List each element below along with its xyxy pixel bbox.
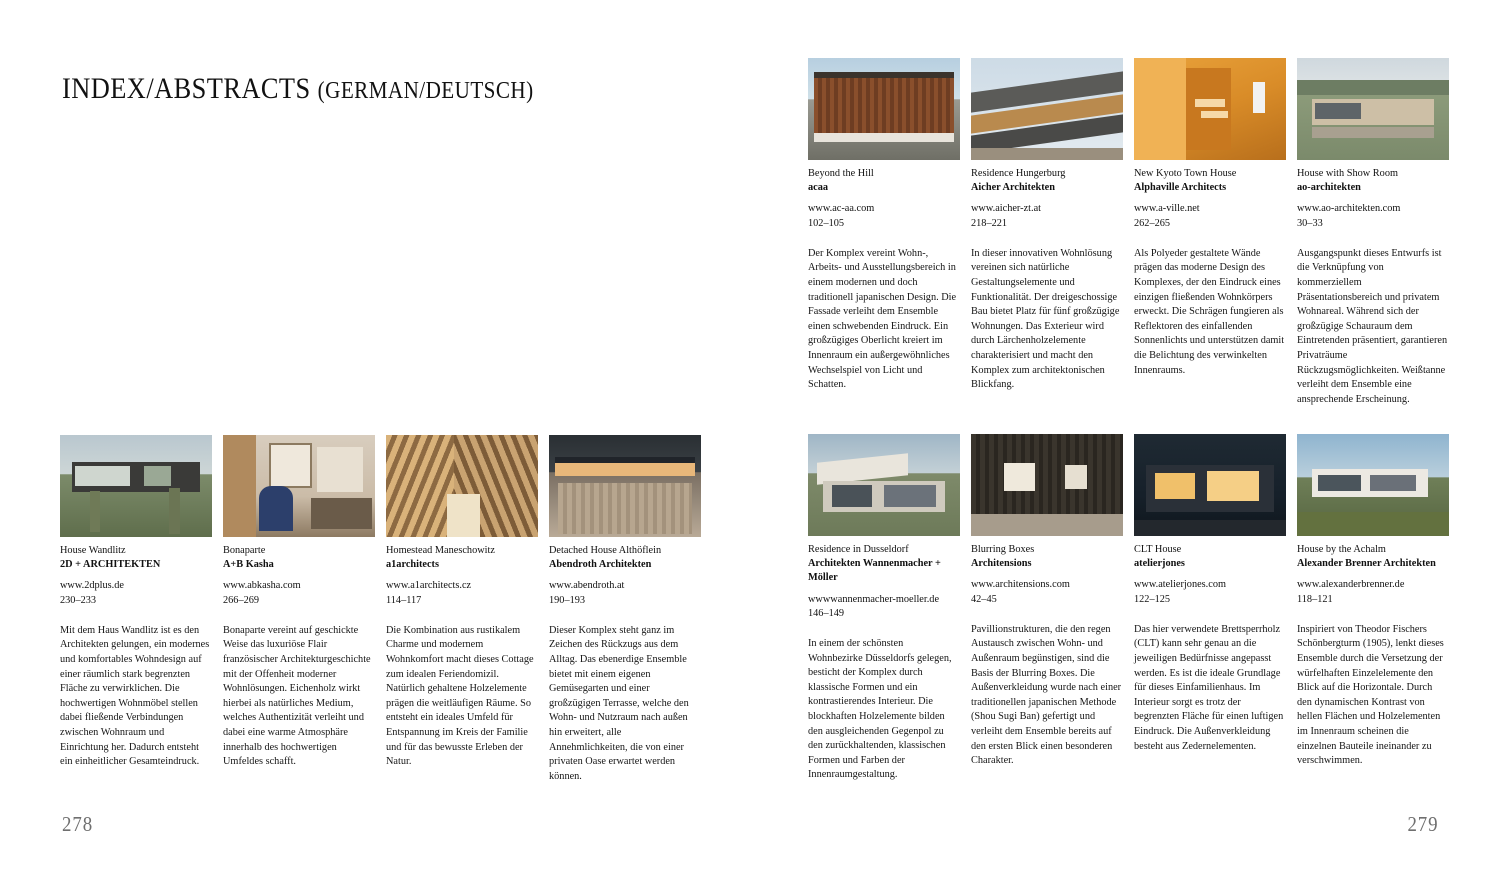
- entry-house-with-show-room[interactable]: [1297, 58, 1449, 407]
- entry-url[interactable]: www.architensions.com: [971, 579, 1070, 591]
- entry-thumbnail: [1134, 434, 1286, 536]
- entry-studio-name: a1architects: [386, 559, 439, 571]
- page-number-right: 279: [1406, 812, 1438, 836]
- entry-project-name: House by the Achalm: [1297, 544, 1386, 555]
- entry-url[interactable]: www.ao-architekten.com: [1297, 203, 1401, 215]
- entry-pages: 30–33: [1297, 217, 1323, 229]
- entry-pages: 262–265: [1134, 217, 1171, 229]
- entry-url[interactable]: www.abendroth.at: [549, 580, 625, 592]
- entry-project-name: Residence Hungerburg: [971, 168, 1066, 179]
- entry-homestead-maneschowitz[interactable]: [386, 435, 538, 784]
- entry-residence-hungerburg[interactable]: [971, 58, 1123, 407]
- entry-new-kyoto-town-house[interactable]: [1134, 58, 1286, 407]
- entry-project-name: House Wandlitz: [60, 545, 126, 556]
- entry-studio-name: A+B Kasha: [223, 559, 274, 571]
- entry-url[interactable]: www.atelierjones.com: [1134, 579, 1226, 591]
- entry-house-by-the-achalm[interactable]: [1297, 434, 1449, 783]
- entry-studio-name: Abendroth Architekten: [549, 559, 652, 571]
- entry-project-name: Bonaparte: [223, 545, 266, 556]
- entry-thumbnail: [808, 58, 960, 160]
- entry-pages: 102–105: [808, 217, 845, 229]
- entry-meta: [808, 167, 960, 231]
- entry-abstract: Inspiriert von Theodor Fischers Schönbergturm (1905), lenkt dieses Ensemble durch die Versetzung der würfelhaften Einzelelemente den Blick auf die Horizontale. Durch den dynamischen Kontrast von hellen Flächen und Holzelementen im Innenraum scheinen die einzelnen Bauteile ineinander zu verschwimmen.: [1297, 623, 1444, 767]
- entry-meta: [386, 544, 538, 608]
- page-title-main: INDEX/ABSTRACTS: [62, 72, 311, 105]
- entry-project-name: Blurring Boxes: [971, 544, 1035, 555]
- entry-abstract: In dieser innovativen Wohnlösung vereinen sich natürliche Gestaltungselemente und Funktionalität. Der dreigeschossige Bau bietet Platz für fünf großzügige Wohnungen. Das Exterieur wird durch Lärchenholzelemente charakterisiert und macht den Komplex zum architektonischen Blickfang.: [971, 247, 1120, 391]
- entry-residence-in-dusseldorf[interactable]: [808, 434, 960, 783]
- entry-abstract: Als Polyeder gestaltete Wände prägen das moderne Design des Komplexes, der den Eindruck eines einzigen fließenden Wohnkörpers erweckt. Die Schrägen fungieren als Reflektoren des einfallenden Sonnenlichts und unterstützen damit die Belichtung des verwinkelten Innenraums.: [1134, 247, 1285, 376]
- entry-beyond-the-hill[interactable]: [808, 58, 960, 407]
- entry-url[interactable]: www.aicher-zt.at: [971, 203, 1042, 215]
- entry-url[interactable]: www.alexanderbrenner.de: [1297, 579, 1405, 591]
- entry-abstract: Das hier verwendete Brettsperrholz (CLT) kann sehr genau an die jeweiligen Bedürfnisse angepasst werden. Es ist die ideale Grundlage für dieses Einfamilienhaus. Im Interieur sorgt es trotz der begrenzten Fläche für einen luftigen Eindruck. Die Außenverkleidung besteht aus Zedernelementen.: [1134, 623, 1284, 752]
- entry-grid-right-lower: [808, 434, 1449, 783]
- entry-bonaparte[interactable]: [223, 435, 375, 784]
- entry-thumbnail: [971, 58, 1123, 160]
- entry-url[interactable]: www.a1architects.cz: [386, 580, 472, 592]
- entry-pages: 218–221: [971, 217, 1008, 229]
- entry-house-wandlitz[interactable]: [60, 435, 212, 784]
- entry-studio-name: acaa: [808, 182, 829, 194]
- entry-studio-name: ao-architekten: [1297, 182, 1361, 194]
- entry-abstract: Ausgangspunkt dieses Entwurfs ist die Verknüpfung von kommerziellem Präsentationsbereich und privatem Wohnareal. Während sich der großzügige Schauraum dem Eintretenden präsentiert, garantieren Privaträume Rückzugsmöglichkeiten. Weißtanne verleiht dem Ensemble eine ansprechende Erscheinung.: [1297, 247, 1448, 405]
- entry-project-name: Detached House Althöflein: [549, 545, 662, 556]
- entry-pages: 146–149: [808, 607, 845, 619]
- page-right: [750, 0, 1500, 875]
- entry-meta: [549, 544, 701, 608]
- entry-url[interactable]: www.2dplus.de: [60, 580, 124, 592]
- entry-meta: [223, 544, 375, 608]
- entry-meta: [808, 543, 960, 621]
- entry-meta: [1297, 167, 1449, 231]
- entry-thumbnail: [1297, 434, 1449, 536]
- page-title: [62, 72, 534, 106]
- entry-pages: 118–121: [1297, 593, 1333, 605]
- entry-pages: 122–125: [1134, 593, 1171, 605]
- entry-meta: [1297, 543, 1449, 607]
- entry-project-name: CLT House: [1134, 544, 1182, 555]
- entry-abstract: Mit dem Haus Wandlitz ist es den Architekten gelungen, ein modernes und komfortables Wohndesign auf einer räumlich stark begrenzten Fläche zu verwirklichen. Die hochwertigen Wohnmöbel stellen dabei fließende Verbindungen zwischen Wohnraum und Einrichtung her. Dadurch entsteht ein einheitlicher Gesamteindruck.: [60, 624, 210, 768]
- entry-project-name: Residence in Dusseldorf: [808, 544, 909, 555]
- entry-clt-house[interactable]: [1134, 434, 1286, 783]
- entry-thumbnail: [60, 435, 212, 537]
- entry-thumbnail: [971, 434, 1123, 536]
- entry-studio-name: Architekten Wannenmacher + Möller: [808, 558, 941, 584]
- entry-thumbnail: [1297, 58, 1449, 160]
- entry-thumbnail: [808, 434, 960, 536]
- entry-project-name: Homestead Maneschowitz: [386, 545, 495, 556]
- page-title-paren: (GERMAN/DEUTSCH): [317, 78, 534, 104]
- entry-studio-name: Alphaville Architects: [1134, 182, 1227, 194]
- entry-studio-name: Alexander Brenner Architekten: [1297, 558, 1436, 570]
- entry-meta: [971, 543, 1123, 607]
- entry-abstract: In einem der schönsten Wohnbezirke Düsseldorfs gelegen, besticht der Komplex durch klassische Formen und ein kontrastierendes Interieur. Die blockhaften Holzelemente bilden den ausgleichenden Gegenpol zu den zurückhaltenden, klassischen Formen und Farben der Innenraumgestaltung.: [808, 638, 952, 781]
- entry-detached-house-althoeflein[interactable]: [549, 435, 701, 784]
- entry-url[interactable]: www.ac-aa.com: [808, 203, 875, 215]
- entry-project-name: New Kyoto Town House: [1134, 168, 1237, 179]
- entry-studio-name: atelierjones: [1134, 558, 1185, 570]
- entry-studio-name: Architensions: [971, 558, 1032, 570]
- entry-thumbnail: [1134, 58, 1286, 160]
- entry-abstract: Dieser Komplex steht ganz im Zeichen des Rückzugs aus dem Alltag. Das ebenerdige Ensemble bietet mit einem eigenen Gemüsegarten und einer großzügigen Terrasse, welche den Wohn- und Nutzraum nach außen hin erweitert, alle Annehmlichkeiten, die von einer privaten Oase erwartet werden können.: [549, 624, 689, 782]
- entry-url[interactable]: www.a-ville.net: [1134, 203, 1200, 215]
- entry-grid-right-upper: [808, 58, 1449, 407]
- entry-abstract: Bonaparte vereint auf geschickte Weise das luxuriöse Flair französischer Architekturgeschichte mit der Offenheit moderner Wohnlösungen. Eichenholz wirkt hierbei als natürliches Medium, welches Authentizität verleiht und dabei eine warme Atmosphäre innerhalb des hochwertigen Umfeldes schafft.: [223, 624, 371, 768]
- entry-abstract: Die Kombination aus rustikalem Charme und modernem Wohnkomfort macht dieses Cottage zum idealen Feriendomizil. Natürlich gehaltene Holzelemente prägen die weitläufigen Räume. So entsteht ein ideales Umfeld für Entspannung im Kreis der Familie und für das bewusste Erleben der Natur.: [386, 624, 534, 768]
- entry-blurring-boxes[interactable]: [971, 434, 1123, 783]
- entry-pages: 42–45: [971, 593, 997, 605]
- entry-thumbnail: [223, 435, 375, 537]
- entry-pages: 190–193: [549, 594, 586, 606]
- entry-pages: 114–117: [386, 594, 422, 606]
- entry-meta: [1134, 543, 1286, 607]
- entry-meta: [971, 167, 1123, 231]
- entry-thumbnail: [386, 435, 538, 537]
- entry-abstract: Der Komplex vereint Wohn-, Arbeits- und Ausstellungsbereich in einem modernen und doch traditionell japanischen Design. Die Fassade verleiht dem Ensemble einen schwebenden Eindruck. Ein großzügiges Oberlicht kreiert im Innenraum ein außergewöhnliches Wechselspiel von Licht und Schatten.: [808, 247, 957, 391]
- entry-url[interactable]: wwwwannenmacher-moeller.de: [808, 593, 940, 605]
- entry-studio-name: 2D + ARCHITEKTEN: [60, 559, 161, 571]
- entry-meta: [1134, 167, 1286, 231]
- entry-abstract: Pavillionstrukturen, die den regen Austausch zwischen Wohn- und Außenraum begünstigen, sind die Basis der Blurring Boxes. Die Außenverkleidung wurde nach einer traditionellen japanischen Methode (Shou Sugi Ban) gefertigt und verleiht dem Ensemble bereits auf den ersten Blick einen besonderen Charakter.: [971, 623, 1122, 767]
- entry-meta: [60, 544, 212, 608]
- page-number-left: 278: [62, 812, 94, 836]
- entry-thumbnail: [549, 435, 701, 537]
- entry-project-name: House with Show Room: [1297, 168, 1398, 179]
- entry-studio-name: Aicher Architekten: [971, 182, 1055, 194]
- entry-pages: 230–233: [60, 594, 97, 606]
- entry-grid-left: [60, 435, 701, 784]
- entry-pages: 266–269: [223, 594, 260, 606]
- entry-project-name: Beyond the Hill: [808, 168, 874, 179]
- entry-url[interactable]: www.abkasha.com: [223, 580, 301, 592]
